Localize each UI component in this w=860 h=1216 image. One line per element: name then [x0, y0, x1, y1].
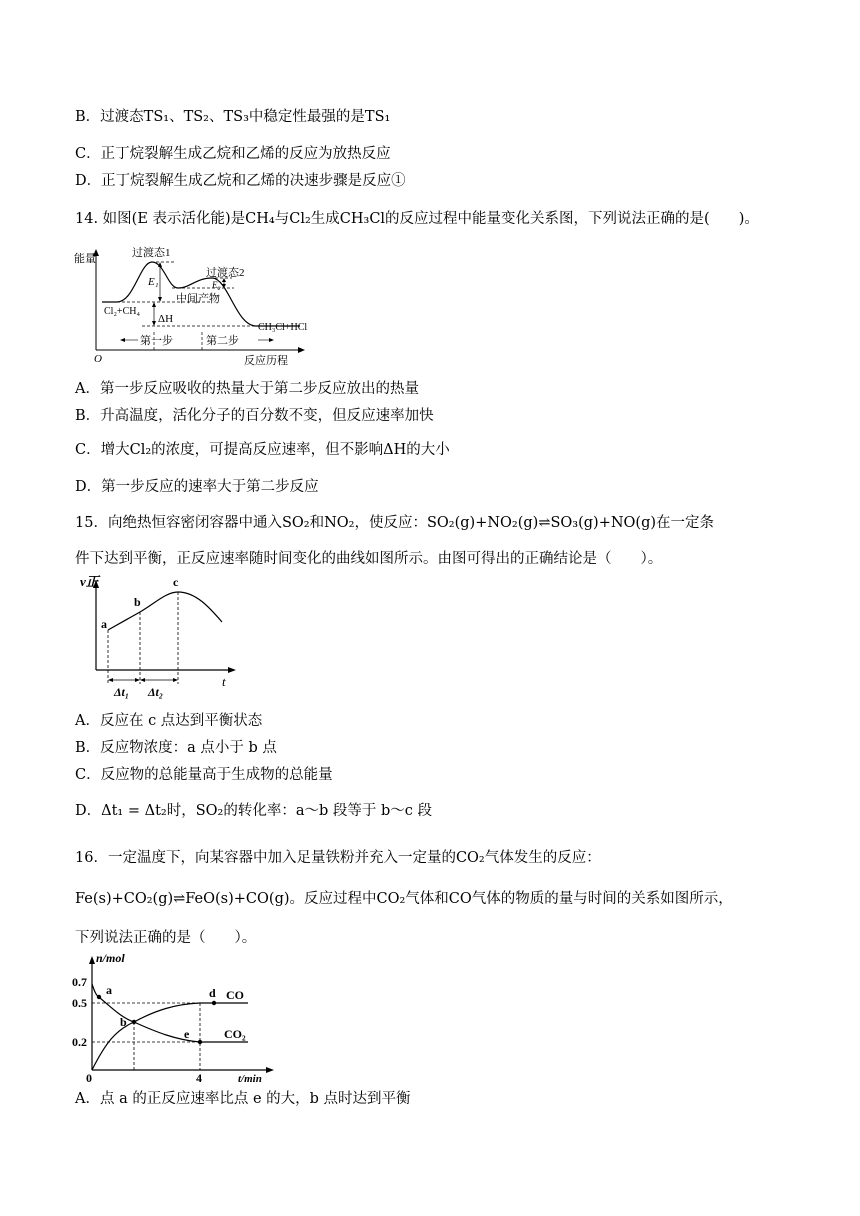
q15-point-a: a — [101, 617, 107, 631]
q16-origin-label: 0 — [86, 1071, 92, 1085]
q16-point-d: d — [209, 986, 216, 1000]
q16-co-label: CO — [226, 988, 244, 1002]
q15-option-a: A．反应在 c 点达到平衡状态 — [75, 713, 263, 729]
q15-option-c: C．反应物的总能量高于生成物的总能量 — [75, 767, 333, 783]
q14-option-a: A．第一步反应吸收的热量大于第二步反应放出的热量 — [75, 381, 419, 397]
q13-option-d: D．正丁烷裂解生成乙烷和乙烯的决速步骤是反应① — [75, 173, 406, 189]
q14-e2-label: E₂ — [212, 280, 221, 290]
q14-step1-label: 第一步 — [140, 335, 173, 347]
q14-energy-diagram — [72, 240, 312, 365]
q15-dt1-label: Δt₁ — [114, 685, 130, 699]
q14-ts2-label: 过渡态2 — [206, 267, 245, 279]
q14-origin-label: O — [94, 353, 102, 365]
q13-option-c: C．正丁烷裂解生成乙烷和乙烯的反应为放热反应 — [75, 146, 391, 162]
q16-point-b: b — [120, 1015, 127, 1029]
q16-point-a: a — [106, 983, 112, 997]
q16-y-tick-02: 0.2 — [72, 1035, 87, 1049]
q14-x-axis-label: 反应历程 — [244, 355, 288, 367]
q15-stem-line2: 件下达到平衡，正反应速率随时间变化的曲线如图所示。由图可得出的正确结论是（ ）。 — [75, 551, 663, 567]
q15-stem-line1: 15．向绝热恒容密闭容器中通入SO₂和NO₂，使反应：SO₂(g)+NO₂(g)⇌SO₃(g)+NO(g)在一定条 — [75, 515, 715, 531]
q14-step2-label: 第二步 — [206, 335, 239, 347]
q14-intermediate-label: 中间产物 — [176, 293, 220, 305]
q14-e1-label: E₁ — [148, 276, 159, 288]
q14-reactants-label: Cl₂+CH₄ — [104, 306, 140, 317]
q16-y-tick-07: 0.7 — [72, 975, 87, 989]
q14-option-c: C．增大Cl₂的浓度，可提高反应速率，但不影响ΔH的大小 — [75, 442, 450, 458]
q14-dh-label: ΔH — [158, 313, 174, 325]
q15-option-b: B．反应物浓度：a 点小于 b 点 — [75, 740, 277, 756]
q14-products-label: CH₃Cl+HCl — [258, 322, 308, 333]
q15-y-axis-label: v正 — [80, 574, 99, 589]
q16-y-tick-05: 0.5 — [72, 996, 87, 1010]
q14-option-d: D．第一步反应的速率大于第二步反应 — [75, 479, 319, 495]
q15-dt2-label: Δt₂ — [148, 685, 164, 699]
q16-stem-line2: Fe(s)+CO₂(g)⇌FeO(s)+CO(g)。反应过程中CO₂气体和CO气体的物质的量与时间的关系如图所示， — [75, 891, 733, 907]
q16-option-a: A．点 a 的正反应速率比点 e 的大，b 点时达到平衡 — [75, 1091, 411, 1107]
q15-rate-graph — [80, 572, 250, 702]
q16-x-tick-4: 4 — [196, 1071, 202, 1085]
q14-ts1-label: 过渡态1 — [132, 247, 171, 259]
q15-point-b: b — [134, 595, 141, 609]
q16-point-e: e — [184, 1027, 190, 1041]
q15-point-c: c — [173, 575, 179, 589]
q16-x-axis-label: t/min — [238, 1073, 262, 1085]
q16-co2-label: CO₂ — [224, 1027, 246, 1041]
q16-stem-line3: 下列说法正确的是（ ）。 — [75, 930, 257, 946]
q16-y-axis-label: n/mol — [96, 951, 125, 965]
q16-stem-line1: 16．一定温度下，向某容器中加入足量铁粉并充入一定量的CO₂气体发生的反应： — [75, 850, 601, 866]
q13-option-b: B．过渡态TS₁、TS₂、TS₃中稳定性最强的是TS₁ — [75, 109, 391, 125]
q15-x-axis-label: t — [222, 674, 226, 689]
q15-option-d: D．Δt₁ = Δt₂时，SO₂的转化率：a～b 段等于 b～c 段 — [75, 803, 433, 819]
q16-amount-time-graph — [72, 951, 282, 1085]
q14-option-b: B．升高温度，活化分子的百分数不变，但反应速率加快 — [75, 408, 434, 424]
q14-y-axis-label: 能量 — [74, 253, 96, 265]
q14-stem: 14. 如图(E 表示活化能)是CH₄与Cl₂生成CH₃Cl的反应过程中能量变化关系图，下列说法正确的是( )。 — [75, 211, 759, 227]
